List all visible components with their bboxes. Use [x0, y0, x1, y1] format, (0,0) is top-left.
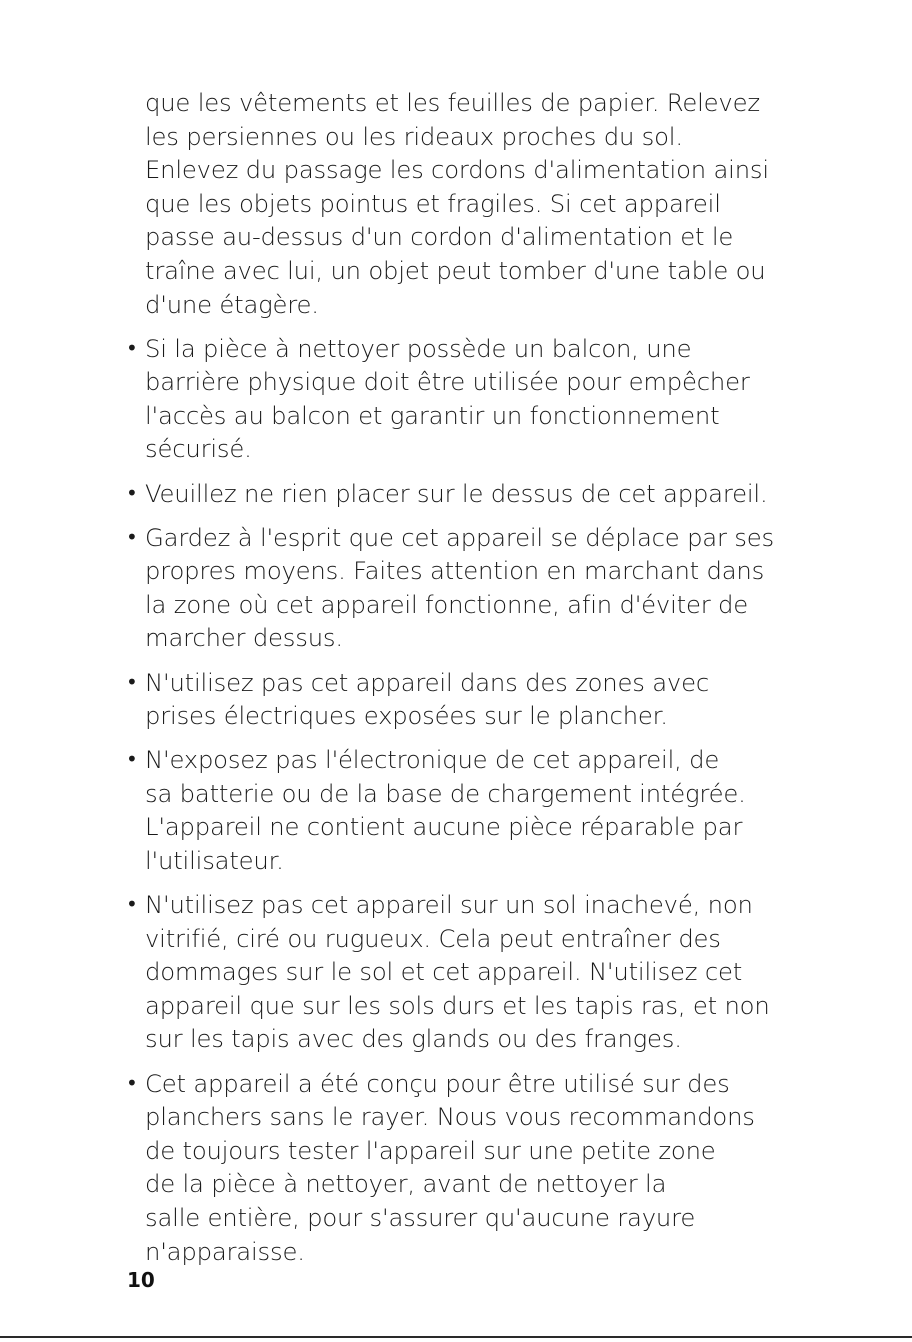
- text-line: barrière physique doit être utilisée pour empêcher: [145, 367, 750, 397]
- text-line: l'utilisateur.: [145, 845, 284, 875]
- bullet-item-self-moving: [126, 521, 806, 655]
- text-line: Si la pièce à nettoyer possède un balcon, une: [145, 333, 692, 363]
- bullet-icon: •: [126, 480, 138, 505]
- text-line: N'utilisez pas cet appareil sur un sol inachevé, non: [145, 890, 753, 920]
- text-line: sur les tapis avec des glands ou des franges.: [145, 1024, 682, 1054]
- text-line: n'apparaisse.: [145, 1236, 305, 1266]
- text-line: propres moyens. Faites attention en marchant dans: [145, 556, 765, 586]
- bullet-icon: •: [126, 892, 138, 917]
- text-line: Gardez à l'esprit que cet appareil se déplace par ses: [145, 522, 774, 552]
- text-line: l'accès au balcon et garantir un fonctionnement: [145, 400, 720, 430]
- bullet-icon: •: [126, 669, 138, 694]
- text-line: sécurisé.: [145, 434, 252, 464]
- page-number: 10: [127, 1268, 155, 1292]
- bullet-item-electrical-outlets: [126, 666, 806, 733]
- text-line: de la pièce à nettoyer, avant de nettoyer la: [145, 1169, 667, 1199]
- text-line: Veuillez ne rien placer sur le dessus de cet appareil.: [145, 478, 768, 508]
- text-line: dommages sur le sol et cet appareil. N'utilisez cet: [145, 957, 743, 987]
- text-line: prises électriques exposées sur le plancher.: [145, 701, 668, 731]
- text-line: L'appareil ne contient aucune pièce réparable par: [145, 812, 743, 842]
- bullet-item-balcony: [126, 332, 806, 466]
- text-line: d'une étagère.: [145, 289, 319, 319]
- text-line: sa batterie ou de la base de chargement intégrée.: [145, 778, 746, 808]
- text-line: N'exposez pas l'électronique de cet appareil, de: [145, 745, 720, 775]
- continued-paragraph: [126, 86, 806, 321]
- bullet-icon: •: [126, 335, 138, 360]
- text-line: N'utilisez pas cet appareil dans des zones avec: [145, 667, 709, 697]
- text-line: les persiennes ou les rideaux proches du sol.: [145, 121, 683, 151]
- text-line: planchers sans le rayer. Nous vous recommandons: [145, 1102, 755, 1132]
- text-line: appareil que sur les sols durs et les tapis ras, et non: [145, 990, 770, 1020]
- bullet-icon: •: [126, 1070, 138, 1095]
- bullet-icon: •: [126, 524, 138, 549]
- bullet-item-scratch-test: [126, 1067, 806, 1269]
- text-line: traîne avec lui, un objet peut tomber d'une table ou: [145, 255, 766, 285]
- text-line: de toujours tester l'appareil sur une petite zone: [145, 1135, 716, 1165]
- bullet-item-nothing-on-top: [126, 477, 806, 511]
- text-line: que les vêtements et les feuilles de papier. Relevez: [145, 88, 760, 117]
- text-line: passe au-dessus d'un cordon d'alimentation et le: [145, 222, 734, 252]
- bottom-divider: [0, 1336, 912, 1338]
- text-line: Cet appareil a été conçu pour être utilisé sur des: [145, 1068, 730, 1098]
- text-line: la zone où cet appareil fonctionne, afin d'éviter de: [145, 589, 749, 619]
- bullet-item-electronics: [126, 743, 806, 877]
- text-line: Enlevez du passage les cordons d'alimentation ainsi: [145, 155, 769, 185]
- text-line: marcher dessus.: [145, 623, 343, 653]
- page-content: [126, 86, 806, 1268]
- text-line: vitrifié, ciré ou rugueux. Cela peut entraîner des: [145, 923, 721, 953]
- text-line: salle entière, pour s'assurer qu'aucune rayure: [145, 1202, 696, 1232]
- text-line: que les objets pointus et fragiles. Si cet appareil: [145, 188, 721, 218]
- bullet-item-floor-types: [126, 888, 806, 1056]
- bullet-icon: •: [126, 747, 138, 772]
